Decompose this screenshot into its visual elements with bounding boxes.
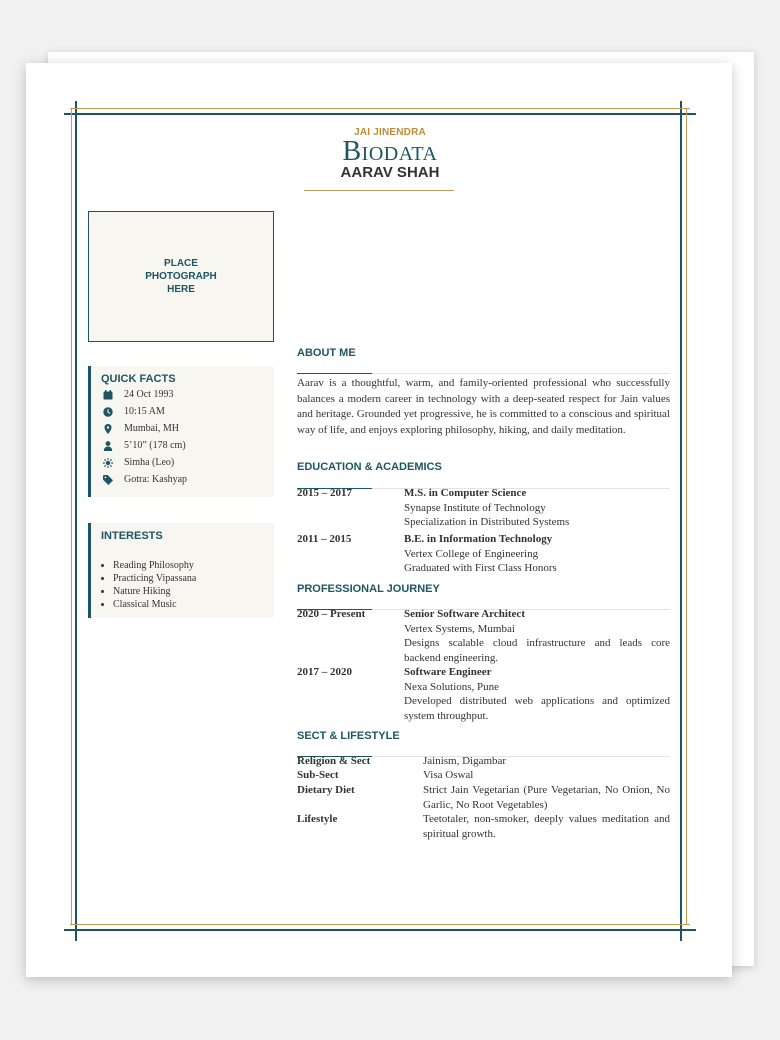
photo-placeholder[interactable] xyxy=(88,211,274,342)
career-title: PROFESSIONAL JOURNEY xyxy=(297,583,440,595)
lifestyle-value: Strict Jain Vegetarian (Pure Vegetarian, No Onion, No Garlic, No Root Vegetables) xyxy=(423,784,670,811)
candidate-name: AARAV SHAH xyxy=(340,164,440,181)
photo-text-line-3: HERE xyxy=(167,284,195,295)
career-description: Developed distributed web applications and optimized system throughput. xyxy=(404,695,670,722)
frame-inner-top xyxy=(70,108,690,109)
lifestyle-label: Religion & Sect xyxy=(297,755,371,767)
about-title: ABOUT ME xyxy=(297,347,356,359)
education-period: 2011 – 2015 xyxy=(297,533,352,545)
fact-text: Mumbai, MH xyxy=(124,423,179,434)
fact-birth-time xyxy=(101,403,274,420)
lifestyle-value: Jainism, Digambar xyxy=(423,755,507,767)
tag-icon xyxy=(101,473,114,486)
career-company: Nexa Solutions, Pune xyxy=(404,680,500,693)
education-degree: B.E. in Information Technology xyxy=(404,533,553,545)
photo-text-line-2: PHOTOGRAPH xyxy=(145,271,217,282)
lifestyle-value: Teetotaler, non-smoker, deeply values meditation and spiritual growth. xyxy=(423,813,670,840)
education-note: Graduated with First Class Honors xyxy=(404,562,557,574)
frame-inner-bottom xyxy=(70,924,690,925)
lifestyle-label: Lifestyle xyxy=(297,813,338,825)
clock-icon xyxy=(101,405,114,418)
fact-text: 10:15 AM xyxy=(124,406,165,417)
photo-text-line-1: PLACE xyxy=(164,258,198,269)
lifestyle-value: Visa Oswal xyxy=(423,769,474,781)
fact-text: 24 Oct 1993 xyxy=(124,389,174,400)
fact-text: 5’10” (178 cm) xyxy=(124,440,186,451)
career-period: 2020 – Present xyxy=(297,608,366,620)
header-divider xyxy=(304,190,454,191)
career-period: 2017 – 2020 xyxy=(297,666,352,678)
about-text: Aarav is a thoughtful, warm, and family-oriented professional who successfully balances a modern career in technology with a deep-seated respect for Jain values and heritage. Grounded yet progressive, he is committed to a conscious and spiritual way of life, and enjoys exploring philosophy, hiking, and daily meditation. xyxy=(297,377,670,436)
education-title: EDUCATION & ACADEMICS xyxy=(297,461,442,473)
calendar-icon xyxy=(101,388,114,401)
frame-inner-right xyxy=(686,108,687,925)
lifestyle-label: Dietary Diet xyxy=(297,784,355,796)
career-description: Designs scalable cloud infrastructure and leads core backend engineering. xyxy=(404,637,670,664)
interest-item: • Practicing Vipassana xyxy=(113,572,274,585)
career-company: Vertex Systems, Mumbai xyxy=(404,622,515,635)
frame-line-left xyxy=(75,101,77,941)
education-entry xyxy=(297,532,670,578)
fact-birth-place xyxy=(101,420,274,437)
document-title: Biodata xyxy=(342,136,438,167)
sun-icon xyxy=(101,456,114,469)
interest-item: • Reading Philosophy xyxy=(113,559,274,572)
frame-line-top xyxy=(64,113,696,115)
education-note: Specialization in Distributed Systems xyxy=(404,516,570,528)
interests-panel xyxy=(88,523,274,618)
career-role: Senior Software Architect xyxy=(404,608,525,620)
location-icon xyxy=(101,422,114,435)
education-period: 2015 – 2017 xyxy=(297,487,352,499)
education-entry xyxy=(297,486,670,532)
career-entry xyxy=(297,665,670,723)
fact-birth-date xyxy=(101,386,274,403)
interests-title: INTERESTS xyxy=(101,530,163,542)
quick-facts-title: QUICK FACTS xyxy=(101,373,176,385)
lifestyle-title: SECT & LIFESTYLE xyxy=(297,730,400,742)
career-role: Software Engineer xyxy=(404,666,492,678)
greeting: JAI JINENDRA xyxy=(354,127,426,138)
education-institute: Synapse Institute of Technology xyxy=(404,501,546,514)
lifestyle-label: Sub-Sect xyxy=(297,769,339,781)
fact-text: Gotra: Kashyap xyxy=(124,474,188,485)
person-icon xyxy=(101,439,114,452)
about-divider xyxy=(297,373,670,374)
education-institute: Vertex College of Engineering xyxy=(404,547,539,560)
fact-text: Simha (Leo) xyxy=(124,457,175,468)
education-degree: M.S. in Computer Science xyxy=(404,487,527,499)
frame-line-right xyxy=(680,101,682,941)
quick-facts-panel xyxy=(88,366,274,497)
interest-item: • Nature Hiking xyxy=(113,585,274,598)
fact-gotra xyxy=(101,471,274,488)
fact-rashi xyxy=(101,454,274,471)
document-header xyxy=(0,127,780,181)
frame-line-bottom xyxy=(64,929,696,931)
career-entry xyxy=(297,607,670,665)
interests-list xyxy=(101,559,274,611)
frame-inner-left xyxy=(71,108,72,925)
interest-item: • Classical Music xyxy=(113,598,274,611)
fact-height xyxy=(101,437,274,454)
